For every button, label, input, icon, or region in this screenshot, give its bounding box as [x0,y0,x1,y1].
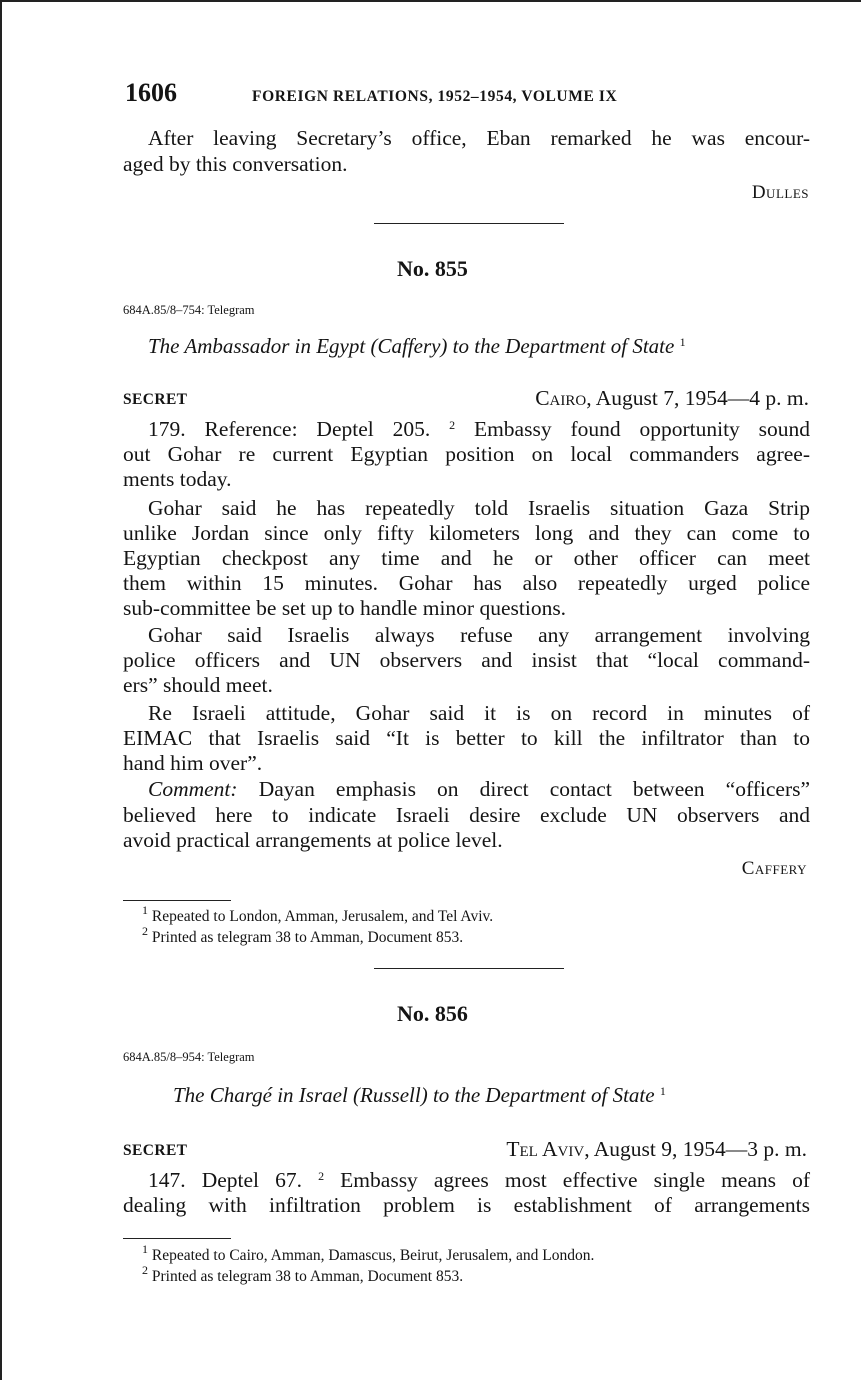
doc-855-footnote-1: $^1$ Repeated to London, Amman, Jerusalem, and Tel Aviv. [142,903,494,925]
page-number: 1606 [125,78,177,107]
doc-855-p2-line-3: Egyptian checkpost any time and he or other officer can meet [123,546,810,570]
doc-856-p1-line-1: 147. Deptel 67. $^2$ Embassy agrees most effective single means of [148,1168,811,1192]
doc-855-title: The Ambassador in Egypt (Caffery) to the Department of State $^1$ [148,334,686,358]
doc-855-dateline: Cairo, August 7, 1954—4 p. m. [535,386,809,410]
doc-855-p2-line-4: them within 15 minutes. Gohar has also repeatedly urged police [123,571,810,595]
signature-caffery: Caffery [741,858,807,879]
doc-855-p5-line-3: avoid practical arrangements at police level. [123,828,503,852]
doc-855-title-note: 1 [679,335,686,349]
doc-855-p1-line-2: out Gohar re current Egyptian position on local commanders agree- [123,442,810,466]
doc-855-p1-line-3: ments today. [123,467,232,491]
running-head: FOREIGN RELATIONS, 1952–1954, VOLUME IX [252,88,618,105]
prev-line-2: aged by this conversation. [123,152,348,176]
doc-856-classification: SECRET [123,1142,188,1159]
doc-856-footnote-1: $^1$ Repeated to Cairo, Amman, Damascus, Beirut, Jerusalem, and London. [142,1242,595,1264]
doc-855-file-ref: 684A.85/8–754: Telegram [123,303,255,317]
doc-856-p1-line-2: dealing with infiltration problem is establishment of arrangements [123,1193,810,1217]
doc-856-file-ref: 684A.85/8–954: Telegram [123,1050,255,1064]
doc-855-p4-line-3: hand him over”. [123,751,263,775]
footnote-rule [123,900,231,901]
doc-855-p3-line-2: police officers and UN observers and insist that “local command- [123,648,810,672]
doc-856-footnote-2: $^2$ Printed as telegram 38 to Amman, Document 853. [142,1263,464,1285]
doc-855-number: No. 855 [397,256,468,281]
doc-855-p5-line-2: believed here to indicate Israeli desire exclude UN observers and [123,803,810,827]
doc-856-title: The Chargé in Israel (Russell) to the Department of State $^1$ [173,1083,666,1107]
doc-856-title-note: 1 [659,1084,666,1098]
doc-855-p2-line-2: unlike Jordan since only fifty kilometers long and they can come to [123,521,810,545]
doc-855-p3-line-1: Gohar said Israelis always refuse any arrangement involving [148,623,810,647]
doc-855-classification: SECRET [123,391,188,408]
doc-855-p3-line-3: ers” should meet. [123,673,273,697]
doc-855-p4-line-2: EIMAC that Israelis said “It is better to kill the infiltrator than to [123,726,810,750]
section-divider [374,223,564,224]
doc-856-dateline: Tel Aviv, August 9, 1954—3 p. m. [506,1137,807,1161]
doc-855-p2-line-1: Gohar said he has repeatedly told Israelis situation Gaza Strip [148,496,810,520]
doc-855-footnote-2: $^2$ Printed as telegram 38 to Amman, Document 853. [142,924,464,946]
footnote-rule [123,1238,231,1239]
doc-855-p1-line-1: 179. Reference: Deptel 205. $^2$ Embassy found opportunity sound [148,417,811,441]
doc-855-p2-line-5: sub-committee be set up to handle minor questions. [123,596,567,620]
signature-dulles: Dulles [751,182,809,203]
doc-855-p5-line-1: Comment: Dayan emphasis on direct contact between “officers” [148,777,811,801]
doc-855-p4-line-1: Re Israeli attitude, Gohar said it is on record in minutes of [148,701,810,725]
doc-856-number: No. 856 [397,1001,468,1026]
section-divider [374,968,564,969]
prev-line-1: After leaving Secretary’s office, Eban remarked he was encour- [148,126,810,150]
